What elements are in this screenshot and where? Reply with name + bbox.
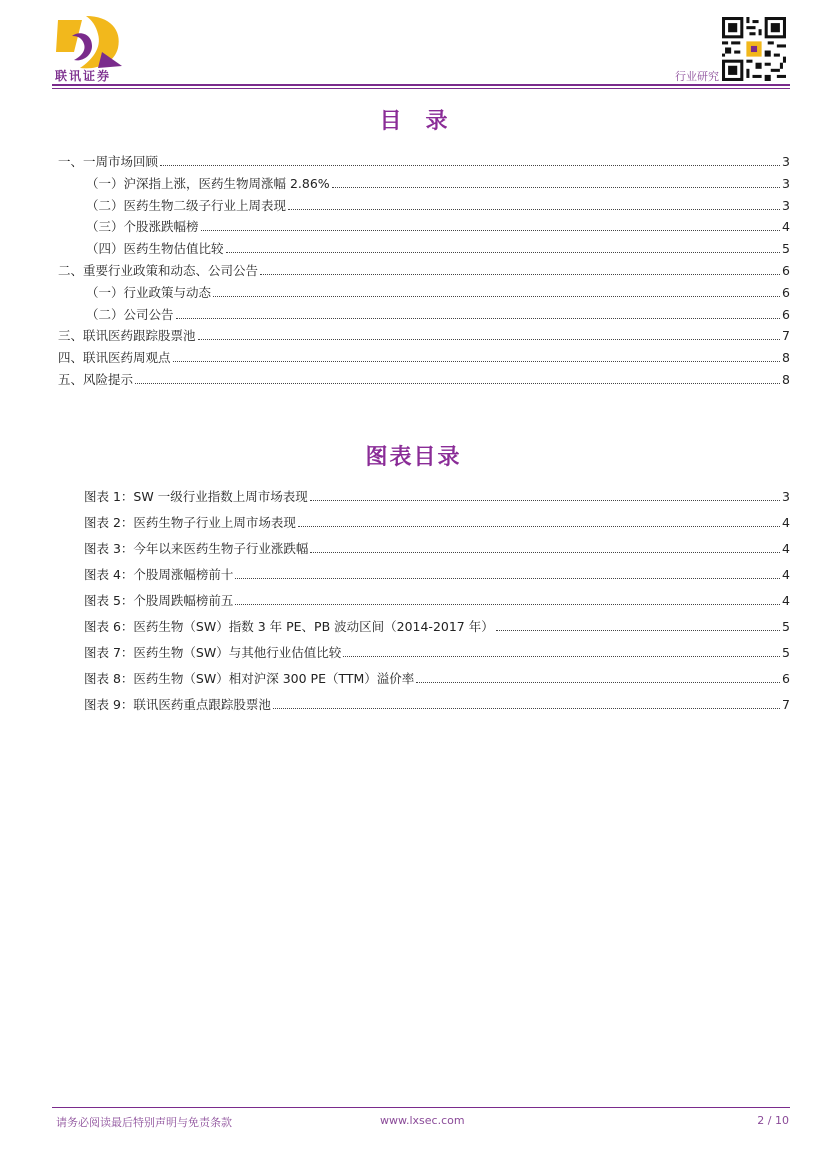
- figure-list-title: 图表目录: [365, 445, 462, 470]
- figure-entry-page: 4: [782, 515, 790, 530]
- figure-entry-label: 图表 4：个股周涨幅榜前十: [84, 567, 234, 582]
- footer-website-link[interactable]: www.lxsec.com: [380, 1114, 465, 1127]
- logo-text: 联讯证券: [55, 69, 112, 83]
- dot-leader: [310, 500, 780, 501]
- toc-entry[interactable]: [58, 283, 790, 305]
- dot-leader: [235, 578, 780, 579]
- toc-entry-label: 四、联讯医药周观点: [58, 350, 171, 366]
- toc-entry[interactable]: [58, 370, 790, 392]
- dot-leader: [173, 361, 781, 362]
- figure-entry-label: 图表 7：医药生物（SW）与其他行业估值比较: [84, 645, 342, 660]
- figure-entry-page: 4: [782, 541, 790, 556]
- toc-entry-label: （二）医药生物二级子行业上周表现: [86, 197, 287, 213]
- toc-entry-page: 4: [782, 219, 790, 235]
- figure-entry-label: 图表 8：医药生物（SW）相对沪深 300 PE（TTM）溢价率: [84, 671, 415, 686]
- dot-leader: [135, 383, 780, 384]
- dot-leader: [343, 656, 780, 657]
- toc-entry-label: （四）医药生物估值比较: [86, 241, 224, 257]
- dot-leader: [298, 526, 780, 527]
- toc-entry-page: 3: [782, 197, 790, 213]
- toc-title: 目录: [379, 109, 472, 134]
- dot-leader: [213, 296, 780, 297]
- figure-entry-page: 6: [782, 671, 790, 686]
- toc-entry-page: 6: [782, 306, 790, 322]
- figure-entry-page: 5: [782, 645, 790, 660]
- toc-entry-label: （二）公司公告: [86, 306, 174, 322]
- toc-entry[interactable]: [58, 305, 790, 327]
- header-divider: [52, 84, 790, 86]
- figure-entry[interactable]: [58, 565, 790, 591]
- toc-entry-label: 一、一周市场回顾: [58, 154, 159, 169]
- figure-entry-page: 4: [782, 593, 790, 608]
- figure-entry-label: 图表 5：个股周跌幅榜前五: [84, 593, 234, 608]
- dot-leader: [226, 252, 781, 253]
- footer-disclaimer[interactable]: 请务必阅读最后特别声明与免责条款: [56, 1116, 232, 1129]
- dot-leader: [235, 604, 780, 605]
- toc-entry[interactable]: [58, 174, 790, 196]
- figure-entry-page: 3: [782, 489, 790, 504]
- figure-entry[interactable]: [58, 617, 790, 643]
- figure-entry-label: 图表 3：今年以来医药生物子行业涨跌幅: [84, 541, 309, 556]
- qr-code-icon: [722, 17, 786, 81]
- dot-leader: [201, 230, 781, 231]
- toc-entry-page: 5: [782, 241, 790, 257]
- page-header: [0, 0, 827, 92]
- toc-entry[interactable]: [58, 348, 790, 370]
- dot-leader: [332, 187, 780, 188]
- toc-entry-label: 二、重要行业政策和动态、公司公告: [58, 262, 259, 278]
- toc-entry-page: 8: [782, 371, 790, 387]
- page-number: 2 / 10: [757, 1114, 789, 1127]
- toc-entry-page: 8: [782, 350, 790, 366]
- toc-entry-label: 五、风险提示: [58, 371, 134, 387]
- figure-entry-label: 图表 9：联讯医药重点跟踪股票池: [84, 697, 271, 712]
- dot-leader: [310, 552, 780, 553]
- toc-entry[interactable]: [58, 196, 790, 218]
- dot-leader: [288, 209, 780, 210]
- toc-entry[interactable]: [58, 326, 790, 348]
- dot-leader: [160, 165, 780, 166]
- footer-divider: [52, 1107, 790, 1108]
- header-divider-thin: [52, 88, 790, 89]
- dot-leader: [176, 318, 781, 319]
- figure-entry-page: 5: [782, 619, 790, 634]
- toc-entry-page: 6: [782, 284, 790, 300]
- dot-leader: [273, 708, 780, 709]
- toc-entry[interactable]: [58, 152, 790, 174]
- toc-entry-label: （三）个股涨跌幅榜: [86, 219, 199, 235]
- figure-entry-page: 4: [782, 567, 790, 582]
- figure-entry[interactable]: [58, 513, 790, 539]
- figure-entry-label: 图表 1：SW 一级行业指数上周市场表现: [84, 489, 308, 504]
- figure-entry[interactable]: [58, 695, 790, 721]
- toc-entry-page: 3: [782, 175, 790, 191]
- report-category: 行业研究: [675, 70, 719, 83]
- toc-entry-label: （一）沪深指上涨，医药生物周涨幅 2.86%: [86, 175, 330, 191]
- figure-entry-page: 7: [782, 697, 790, 712]
- figure-entry[interactable]: [58, 487, 790, 513]
- figure-entry[interactable]: [58, 669, 790, 695]
- figure-entry[interactable]: [58, 643, 790, 669]
- toc-entry[interactable]: [58, 239, 790, 261]
- toc-entry-page: 6: [782, 262, 790, 278]
- figure-entry[interactable]: [58, 539, 790, 565]
- figure-entry-label: 图表 2：医药生物子行业上周市场表现: [84, 515, 296, 530]
- figure-entry-label: 图表 6：医药生物（SW）指数 3 年 PE、PB 波动区间（2014-2017 年）: [84, 619, 494, 634]
- dot-leader: [496, 630, 780, 631]
- table-of-contents: [58, 152, 790, 392]
- dot-leader: [260, 274, 780, 275]
- figure-entry[interactable]: [58, 591, 790, 617]
- toc-entry[interactable]: [58, 217, 790, 239]
- toc-entry-page: 3: [782, 154, 790, 169]
- list-of-figures: [58, 487, 790, 721]
- toc-entry-label: （一）行业政策与动态: [86, 284, 212, 300]
- dot-leader: [416, 682, 780, 683]
- dot-leader: [198, 339, 781, 340]
- toc-entry-label: 三、联讯医药跟踪股票池: [58, 328, 196, 344]
- toc-entry[interactable]: [58, 261, 790, 283]
- toc-entry-page: 7: [782, 328, 790, 344]
